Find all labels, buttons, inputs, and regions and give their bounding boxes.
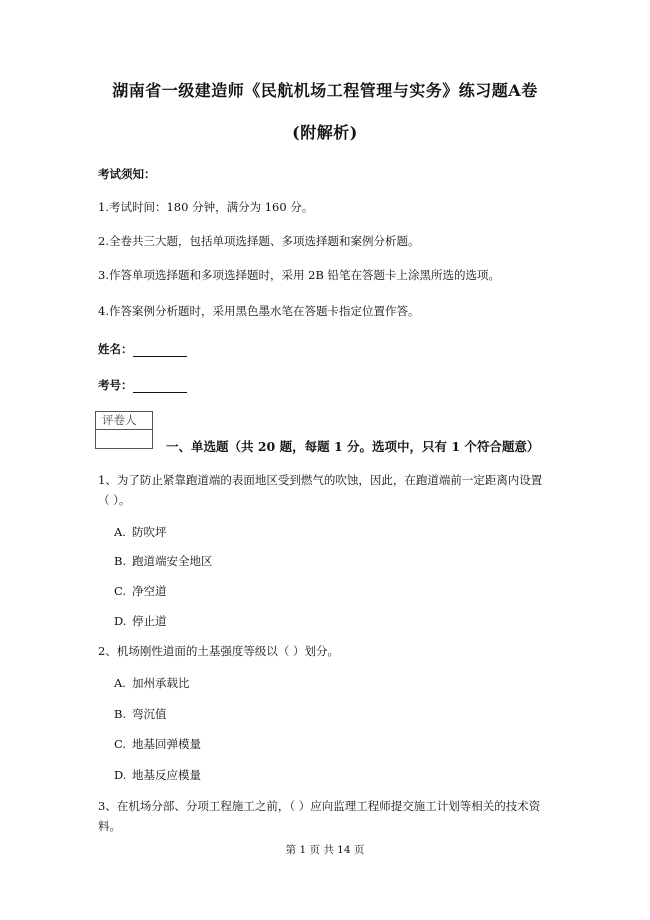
option-text: 净空道 bbox=[132, 584, 167, 598]
option-text: 地基回弹模量 bbox=[132, 737, 201, 751]
answer-option bbox=[114, 736, 201, 752]
question-stem-continued: 料。 bbox=[98, 819, 121, 833]
option-text: 加州承载比 bbox=[132, 676, 190, 690]
question-stem: 3、在机场分部、分项工程施工之前，（ ）应向监理工程师提交施工计划等相关的技术资 bbox=[98, 799, 541, 813]
answer-option bbox=[114, 706, 167, 722]
instruction-item: 1.考试时间：180 分钟，满分为 160 分。 bbox=[98, 200, 314, 214]
option-letter: B. bbox=[114, 707, 127, 721]
instructions-heading: 考试须知： bbox=[98, 167, 156, 181]
option-letter: A. bbox=[114, 525, 126, 539]
question-stem: 1、为了防止紧靠跑道端的表面地区受到燃气的吹蚀，因此，在跑道端前一定距离内设置 bbox=[98, 473, 543, 487]
name-blank bbox=[133, 344, 187, 357]
page-footer: 第 1 页 共 14 页 bbox=[285, 844, 365, 856]
name-field bbox=[98, 341, 187, 357]
option-letter: A. bbox=[114, 676, 126, 690]
document-title: 湖南省一级建造师《民航机场工程管理与实务》练习题A卷 bbox=[112, 81, 538, 100]
answer-option bbox=[114, 553, 213, 569]
document-subtitle: (附解析) bbox=[292, 123, 358, 142]
option-text: 停止道 bbox=[132, 614, 167, 628]
answer-option bbox=[114, 675, 190, 691]
grader-label: 评卷人 bbox=[96, 412, 152, 430]
option-text: 弯沉值 bbox=[132, 707, 167, 721]
option-letter: B. bbox=[114, 554, 127, 568]
option-text: 地基反应模量 bbox=[132, 768, 201, 782]
instruction-item: 3.作答单项选择题和多项选择题时，采用 2B 铅笔在答题卡上涂黑所选的选项。 bbox=[98, 268, 501, 282]
instruction-item: 2.全卷共三大题，包括单项选择题、多项选择题和案例分析题。 bbox=[98, 234, 420, 248]
answer-option bbox=[114, 524, 167, 540]
section-heading: 一、单选题（共 20 题，每题 1 分。选项中，只有 1 个符合题意） bbox=[166, 439, 540, 454]
option-text: 跑道端安全地区 bbox=[132, 554, 213, 568]
answer-option bbox=[114, 767, 201, 783]
question-stem-continued: （ ）。 bbox=[98, 493, 131, 507]
option-letter: C. bbox=[114, 737, 127, 751]
grader-box bbox=[95, 411, 153, 449]
exam-number-field bbox=[98, 377, 187, 393]
option-text: 防吹坪 bbox=[132, 525, 167, 539]
option-letter: D. bbox=[114, 614, 127, 628]
answer-option bbox=[114, 613, 167, 629]
exam-number-blank bbox=[133, 380, 187, 393]
name-label: 姓名： bbox=[98, 342, 133, 356]
question-stem: 2、机场刚性道面的土基强度等级以（ ）划分。 bbox=[98, 644, 339, 658]
exam-number-label: 考号： bbox=[98, 378, 133, 392]
option-letter: C. bbox=[114, 584, 127, 598]
answer-option bbox=[114, 583, 167, 599]
instruction-item: 4.作答案例分析题时，采用黑色墨水笔在答题卡指定位置作答。 bbox=[98, 304, 420, 318]
option-letter: D. bbox=[114, 768, 127, 782]
